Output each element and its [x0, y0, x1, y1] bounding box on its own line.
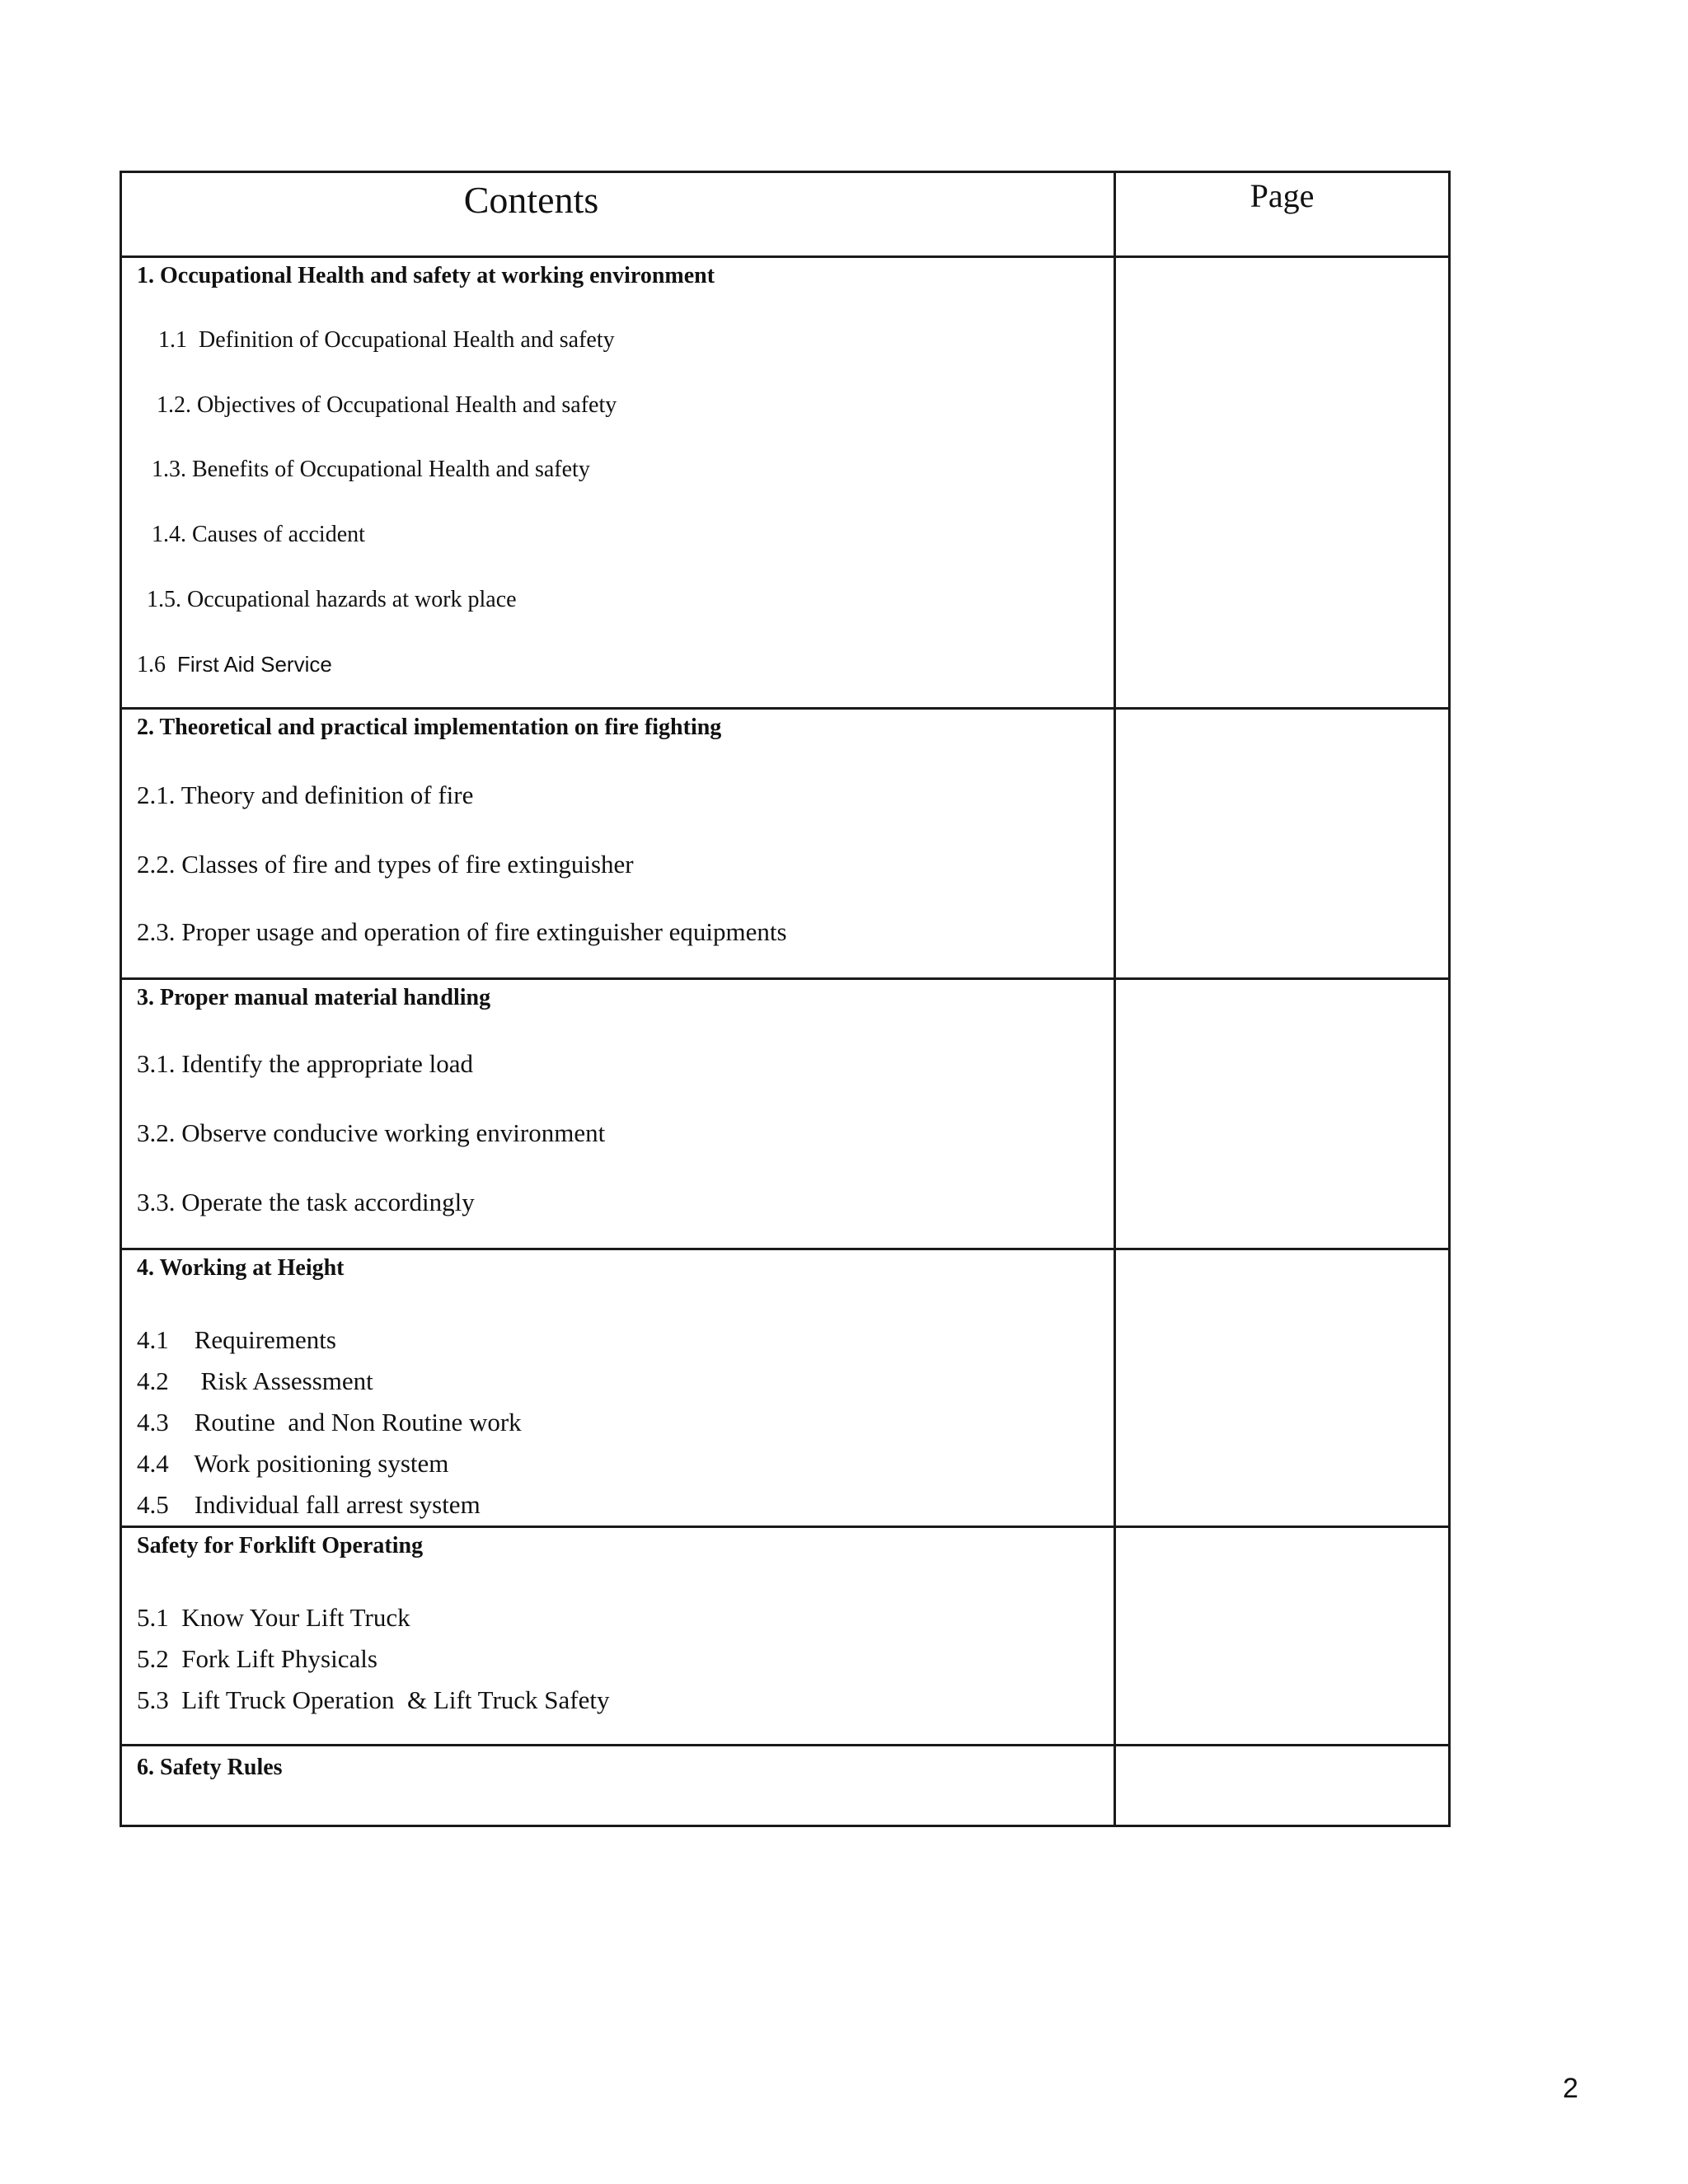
toc-item: 3.1. Identify the appropriate load [137, 1049, 474, 1078]
page-heading: Page [1115, 172, 1450, 257]
toc-item: 5.3 Lift Truck Operation & Lift Truck Safety [137, 1685, 610, 1714]
toc-item: 4.3 Routine and Non Routine work [137, 1408, 522, 1436]
toc-item: 2.3. Proper usage and operation of fire extinguisher equipments [137, 917, 787, 946]
toc-item: 1.4. Causes of accident [152, 522, 365, 547]
toc-item: 3.3. Operate the task accordingly [137, 1188, 475, 1216]
section-title: 1. Occupational Health and safety at working environment [137, 263, 715, 288]
section-cell [121, 1249, 1115, 1527]
toc-item: 4.4 Work positioning system [137, 1449, 449, 1478]
toc-item: 1.5. Occupational hazards at work place [147, 587, 517, 612]
page-cell [1115, 709, 1450, 979]
section-title: 6. Safety Rules [137, 1755, 283, 1780]
section-row-1 [121, 257, 1450, 709]
toc-item: 5.2 Fork Lift Physicals [137, 1644, 377, 1673]
toc-item: 1.2. Objectives of Occupational Health and safety [157, 392, 617, 418]
page-cell [1115, 1527, 1450, 1746]
toc-item: 2.2. Classes of fire and types of fire extinguisher [137, 850, 634, 879]
toc-item: 5.1 Know Your Lift Truck [137, 1603, 410, 1632]
page-cell [1115, 1249, 1450, 1527]
section-cell [121, 1746, 1115, 1826]
section-row-5 [121, 1527, 1450, 1746]
section-title: Safety for Forklift Operating [137, 1533, 424, 1558]
toc-item: 4.2 Risk Assessment [137, 1366, 373, 1395]
page-cell [1115, 979, 1450, 1249]
section-title: 3. Proper manual material handling [137, 985, 491, 1010]
section-title: 2. Theoretical and practical implementation on fire fighting [137, 715, 722, 740]
page-cell [1115, 257, 1450, 709]
toc-item: 4.1 Requirements [137, 1325, 336, 1354]
section-row-4 [121, 1249, 1450, 1527]
contents-heading: Contents [121, 172, 1115, 257]
toc-item: 4.5 Individual fall arrest system [137, 1490, 481, 1519]
toc-item: 2.1. Theory and definition of fire [137, 780, 474, 809]
section-title: 4. Working at Height [137, 1255, 345, 1281]
section-row-2 [121, 709, 1450, 979]
toc-item [137, 648, 1114, 682]
toc-item: 3.2. Observe conducive working environment [137, 1118, 606, 1147]
toc-item: 1.1 Definition of Occupational Health and safety [158, 327, 615, 353]
toc-item-label: First Aid Service [177, 652, 332, 677]
contents-table [120, 171, 1451, 1827]
section-cell [121, 709, 1115, 979]
page-number: 2 [1563, 2073, 1578, 2104]
page-cell [1115, 1746, 1450, 1826]
section-cell [121, 979, 1115, 1249]
section-row-6 [121, 1746, 1450, 1826]
section-row-3 [121, 979, 1450, 1249]
header-row [121, 172, 1450, 257]
toc-item: 1.3. Benefits of Occupational Health and safety [152, 457, 590, 482]
section-cell [121, 1527, 1115, 1746]
toc-item-number: 1.6 [137, 652, 166, 677]
section-cell [121, 257, 1115, 709]
